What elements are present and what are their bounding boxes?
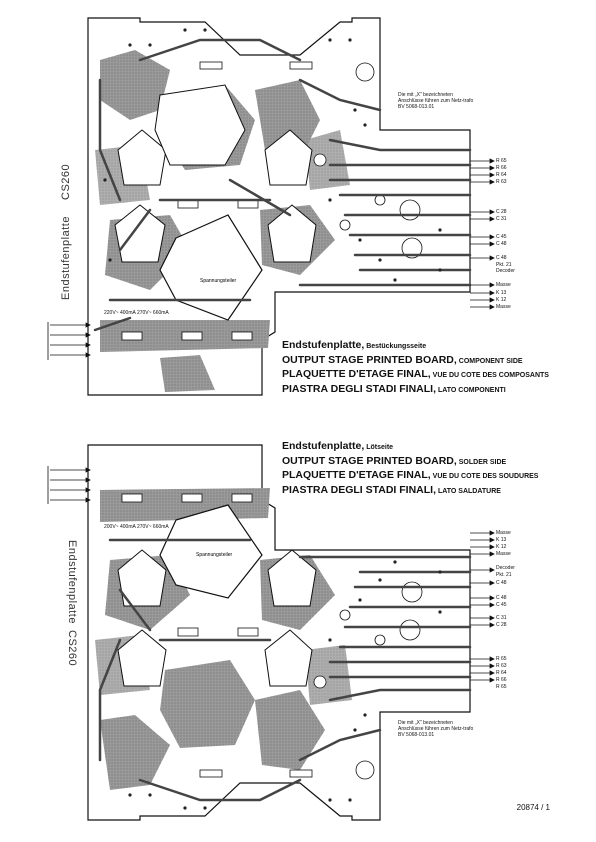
bottom-terminal-label: C 28 (496, 622, 507, 628)
top-terminal-label: R 63 (496, 179, 507, 185)
bottom-terminal-label: Masse (496, 530, 511, 536)
top-board (48, 18, 494, 395)
caption-line-german: Endstufenplatte, Lötseite (282, 440, 394, 452)
bottom-terminal-label: K 12 (496, 544, 507, 550)
top-terminal-label: R 66 (496, 165, 507, 171)
bottom-note: Die mit „X" bezeichneten Anschlüsse führen zum Netz-trafo BV 5068-013.01 (398, 720, 474, 738)
top-terminal-label: Masse (496, 282, 511, 288)
caption-line-english: OUTPUT STAGE PRINTED BOARD, COMPONENT SIDE (282, 353, 523, 366)
top-terminal-label: R 64 (496, 172, 507, 178)
bottom-terminal-label: K 13 (496, 537, 507, 543)
bottom-terminal-label: Pkt. 21 (496, 572, 512, 578)
top-board-caption (282, 340, 582, 398)
top-terminal-label: C 45 (496, 234, 507, 240)
bottom-terminal-label: R 65 (496, 684, 507, 690)
bottom-terminal-label: C 48 (496, 595, 507, 601)
caption-line-french: PLAQUETTE D'ETAGE FINAL, VUE DU COTE DES COMPOSANTS (282, 368, 549, 380)
top-terminal-label: C 28 (496, 209, 507, 215)
bottom-board-caption (282, 441, 582, 499)
bottom-terminal-label: R 63 (496, 663, 507, 669)
caption-line-french: PLAQUETTE D'ETAGE FINAL, VUE DU COTE DES SOUDURES (282, 469, 539, 481)
top-note: Die mit „X" bezeichneten Anschlüsse führen zum Netz-trafo BV 5068-013.01 (398, 92, 474, 110)
top-terminal-label: C 48 (496, 241, 507, 247)
caption-line-italian: PIASTRA DEGLI STADI FINALI, LATO COMPONENTI (282, 382, 506, 395)
bottom-terminal-label: Decoder (496, 565, 515, 571)
top-side-label-model: CS260 (60, 163, 72, 200)
bottom-side-label-model: CS260 (66, 630, 78, 667)
top-terminal-label: K 13 (496, 290, 507, 296)
top-terminal-label: C 48 (496, 255, 507, 261)
bottom-mains-label: 200V~ 400mA 270V~ 660mA (104, 524, 169, 530)
top-terminal-label: Pkt. 21 (496, 262, 512, 268)
bottom-side-label-board: Endstufenplatte (66, 540, 78, 624)
bottom-board (48, 445, 494, 820)
bottom-terminal-label: R 65 (496, 656, 507, 662)
svg-text:Spannungsteiler: Spannungsteiler (200, 278, 237, 284)
bottom-terminal-label: Masse (496, 551, 511, 557)
top-mains-label: 220V~ 400mA 270V~ 660mA (104, 310, 169, 316)
bottom-terminal-label: C 31 (496, 615, 507, 621)
bottom-terminal-label: R 64 (496, 670, 507, 676)
top-terminal-label: R 65 (496, 158, 507, 164)
caption-line-english: OUTPUT STAGE PRINTED BOARD, SOLDER SIDE (282, 454, 507, 467)
top-terminal-label: Decoder (496, 268, 515, 274)
top-side-label-board: Endstufenplatte (60, 216, 72, 300)
top-terminal-label: K 12 (496, 297, 507, 303)
svg-text:Spannungsteiler: Spannungsteiler (196, 552, 233, 558)
bottom-terminal-label: C 45 (496, 602, 507, 608)
caption-line-german: Endstufenplatte, Bestückungsseite (282, 339, 427, 351)
top-terminal-label: C 31 (496, 216, 507, 222)
caption-line-italian: PIASTRA DEGLI STADI FINALI, LATO SALDATURE (282, 483, 501, 496)
top-terminal-label: Masse (496, 304, 511, 310)
page-number: 20874 / 1 (516, 803, 550, 812)
bottom-terminal-label: R 66 (496, 677, 507, 683)
bottom-terminal-label: C 48 (496, 580, 507, 586)
